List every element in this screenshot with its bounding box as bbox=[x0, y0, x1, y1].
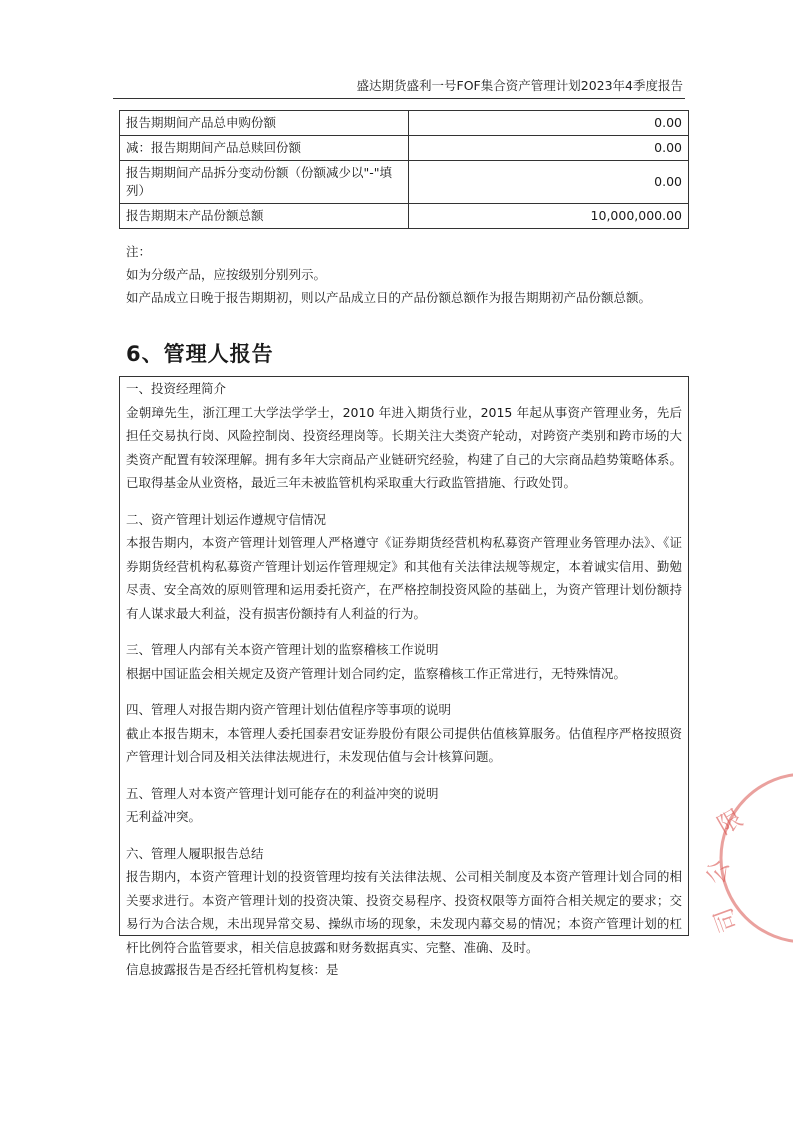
subsection-heading: 四、管理人对报告期内资产管理计划估值程序等事项的说明 bbox=[126, 702, 452, 717]
header-divider bbox=[113, 98, 685, 99]
custodian-review-note: 信息披露报告是否经托管机构复核：是 bbox=[126, 962, 339, 977]
subsection-body: 金朝璋先生，浙江理工大学法学学士，2010 年进入期货行业，2015 年起从事资产管理业务，先后担任交易执行岗、风险控制岗、投资经理岗等。长期关注大类资产轮动，对跨资产类别和跨市场的大类资产配置有较深理解。拥有多年大宗商品产业链研究经验，构建了自己的大宗商品趋势策略体系。已取得基金从业资格，最近三年未被监管机构采取重大行政监管措施、行政处罚。 bbox=[126, 404, 682, 490]
subsection-heading: 二、资产管理计划运作遵规守信情况 bbox=[126, 511, 327, 527]
seal-char: 公 bbox=[701, 856, 735, 888]
table-row bbox=[120, 204, 689, 229]
subsection-body: 截止本报告期末，本管理人委托国泰君安证券股份有限公司提供估值核算服务。估值程序严格按照资产管理计划合同及相关法律法规进行，未发现估值与会计核算问题。 bbox=[126, 725, 682, 764]
seal-char: 司 bbox=[708, 903, 744, 937]
table-row bbox=[120, 111, 689, 136]
subsection-heading: 五、管理人对本资产管理计划可能存在的利益冲突的说明 bbox=[126, 785, 439, 801]
notes-heading: 注： bbox=[126, 244, 152, 259]
table-notes bbox=[126, 240, 696, 309]
notes-line: 如为分级产品，应按级别分别列示。 bbox=[126, 267, 327, 282]
subsection-heading: 三、管理人内部有关本资产管理计划的监察稽核工作说明 bbox=[126, 642, 439, 657]
subsection-body: 本报告期内，本资产管理计划管理人严格遵守《证券期货经营机构私募资产管理业务管理办法》、《证券期货经营机构私募资产管理计划运作管理规定》和其他有关法律法规等规定，本着诚实信用、勤勉尽责、安全高效的原则管理和运用委托资产，在严格控制投资风险的基础上，为资产管理计划份额持有人谋求最大利益，没有损害份额持有人利益的行为。 bbox=[126, 535, 682, 621]
manager-report-box bbox=[119, 376, 689, 955]
subsection-heading: 六、管理人履职报告总结 bbox=[126, 845, 264, 861]
notes-line: 如产品成立日晚于报告期期初，则以产品成立日的产品份额总额作为报告期期初产品份额总额。 bbox=[126, 290, 652, 305]
subsection-body: 根据中国证监会相关规定及资产管理计划合同约定，监察稽核工作正常进行，无特殊情况。 bbox=[126, 665, 627, 681]
table-row bbox=[120, 161, 689, 204]
page-header-title: 盛达期货盛利一号FOF集合资产管理计划2023年4季度报告 bbox=[356, 78, 683, 93]
section-title: 6、管理人报告 bbox=[126, 342, 274, 366]
subsection-body: 报告期内，本资产管理计划的投资管理均按有关法律法规、公司相关制度及本资产管理计划合同的相关要求进行。本资产管理计划的投资决策、投资交易程序、投资权限等方面符合相关规定的要求；交易行为合法合规，未出现异常交易、操纵市场的现象，未发现内幕交易的情况；本资产管理计划的杠杆比例符合监管要求，相关信息披露和财务数据真实、完整、准确、及时。 bbox=[126, 869, 682, 955]
table-cell-value: 10,000,000.00 bbox=[409, 204, 689, 229]
table-cell-value: 0.00 bbox=[409, 111, 689, 136]
company-seal-stamp bbox=[700, 770, 793, 945]
table-cell-label: 报告期期间产品总申购份额 bbox=[120, 111, 409, 136]
subsection-heading: 一、投资经理简介 bbox=[126, 381, 227, 396]
table-cell-value: 0.00 bbox=[409, 161, 689, 204]
table-cell-value: 0.00 bbox=[409, 136, 689, 161]
table-cell-label: 减：报告期期间产品总赎回份额 bbox=[120, 136, 409, 161]
subsection-body: 无利益冲突。 bbox=[126, 809, 202, 824]
share-change-table bbox=[119, 110, 689, 229]
seal-char: 限 bbox=[712, 803, 748, 841]
table-row bbox=[120, 136, 689, 161]
table-cell-label: 报告期期间产品拆分变动份额（份额减少以"-"填列） bbox=[120, 161, 409, 204]
table-cell-label: 报告期期末产品份额总额 bbox=[120, 204, 409, 229]
